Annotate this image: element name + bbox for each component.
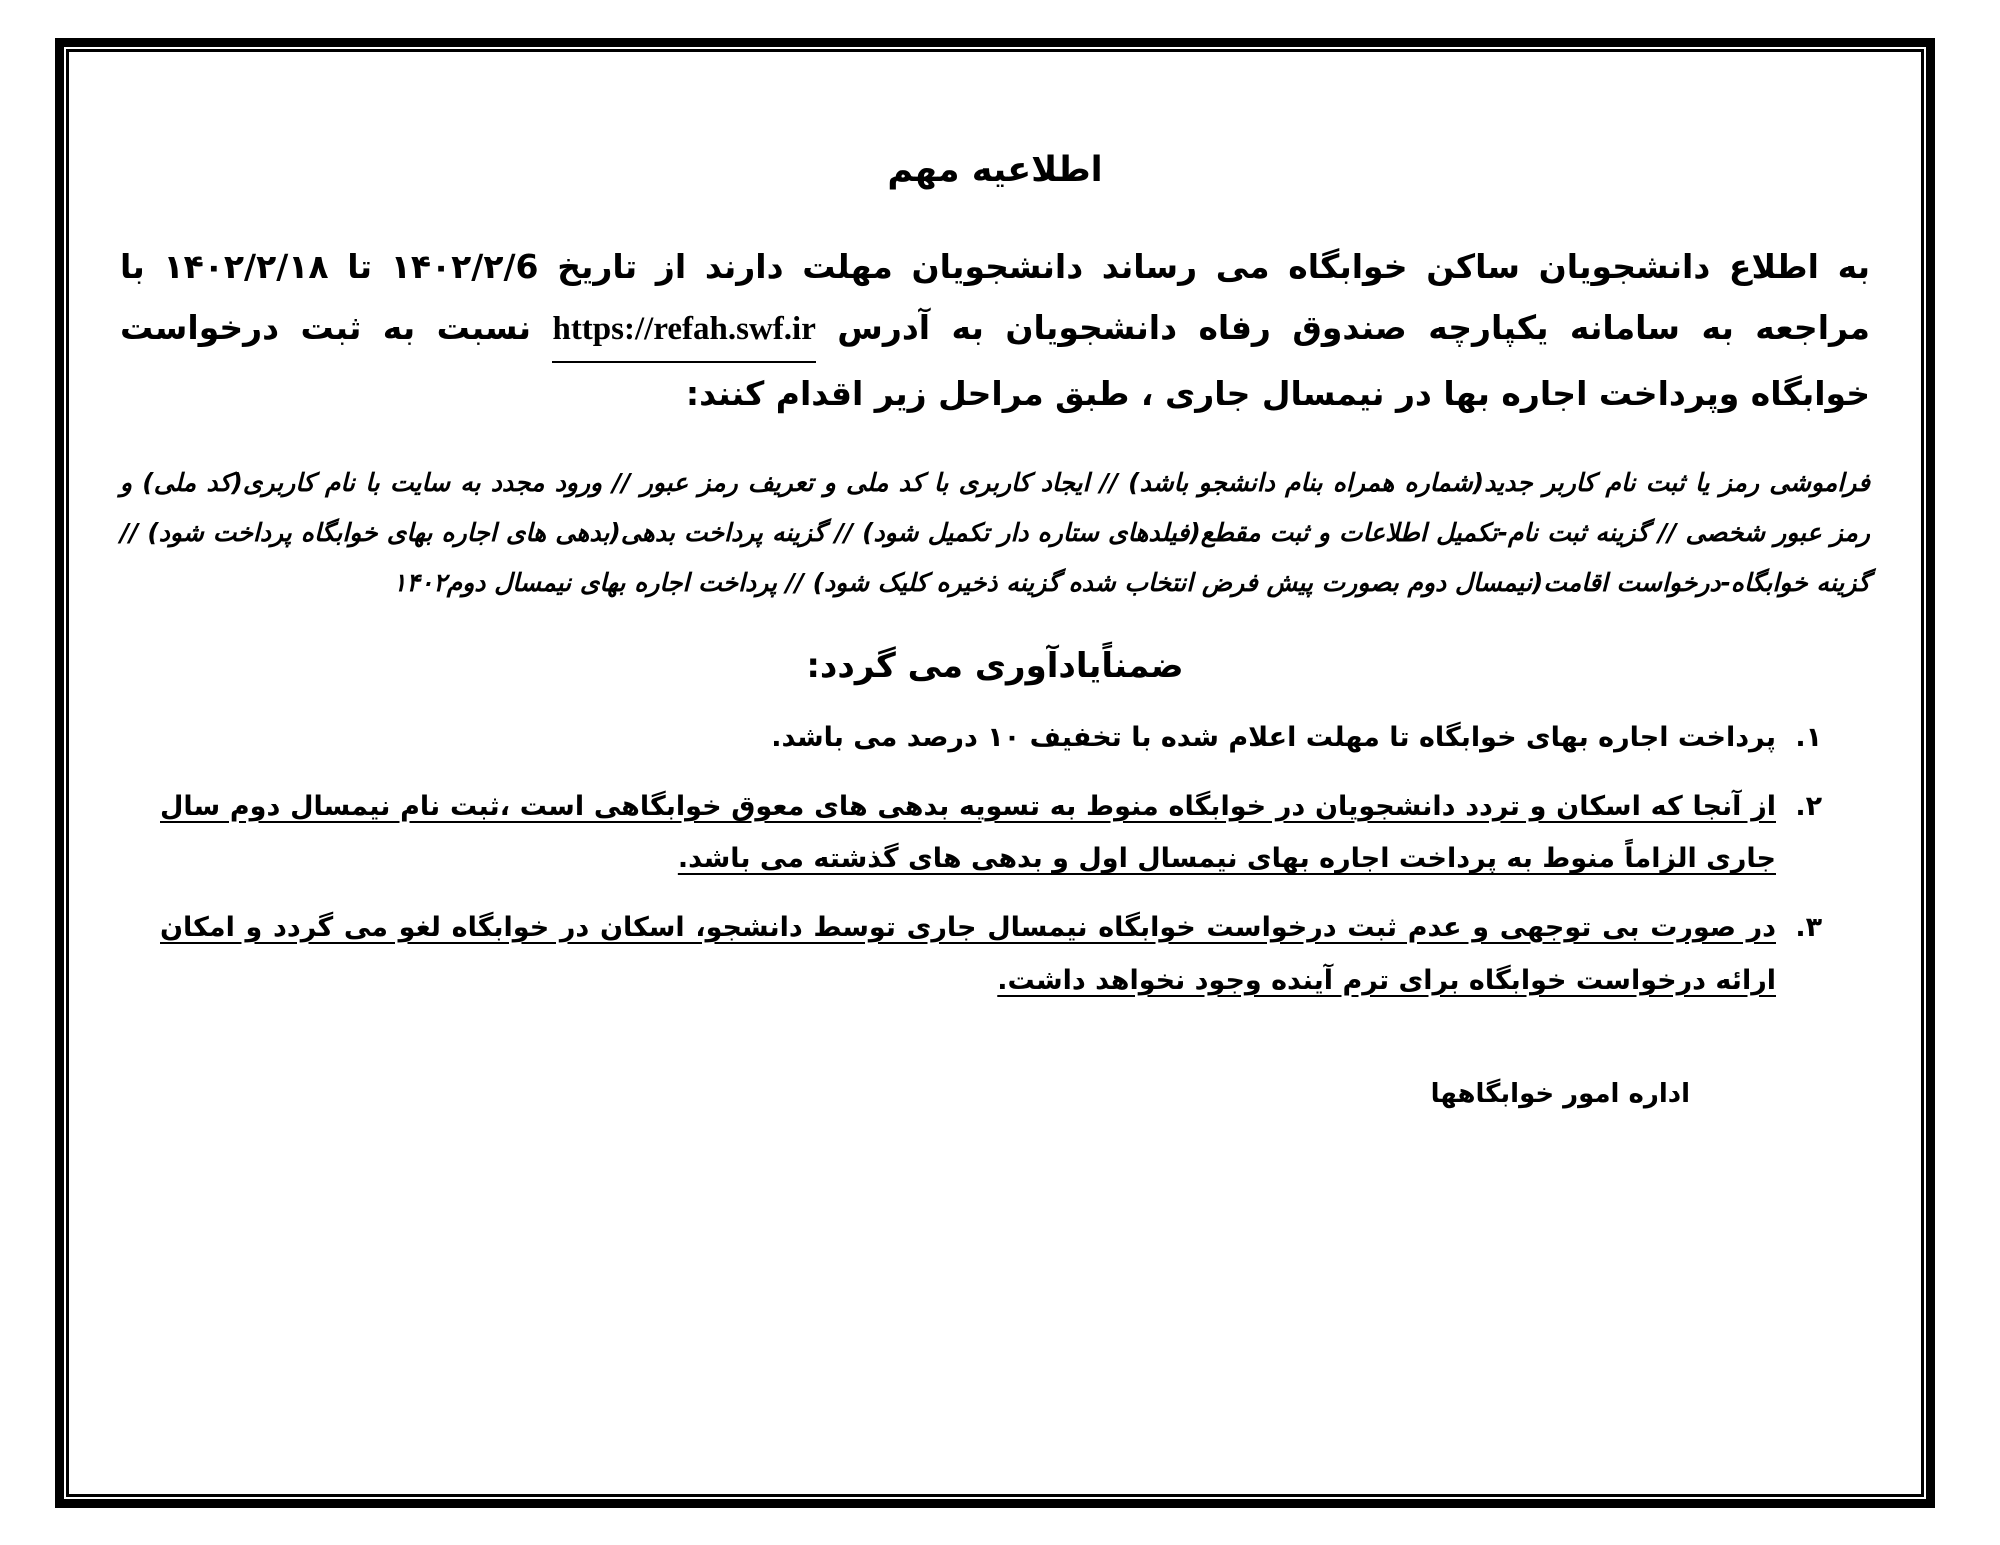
signature-line: اداره امور خوابگاهها — [1430, 1079, 1690, 1110]
list-item — [160, 712, 1786, 765]
reminder-text-1: پرداخت اجاره بهای خوابگاه تا مهلت اعلام شده با تخفیف ۱۰ درصد می باشد. — [771, 722, 1776, 754]
list-item — [160, 902, 1786, 1007]
reminders-heading: ضمناًیادآوری می گردد: — [806, 646, 1184, 687]
reminders-list — [160, 712, 1830, 1007]
intro-text-tail: نسبت به ثبت درخواست خوابگاه وپرداخت اجاره بها در نیمسال جاری ، طبق مراحل زیر اقدام کنند: — [120, 308, 1870, 414]
document-content — [120, 110, 1870, 1450]
list-item — [160, 781, 1786, 886]
intro-text-lead: به اطلاع دانشجویان ساکن خوابگاه می رساند دانشجویان مهلت دارند از تاریخ ۱۴۰۲/۲/6 تا ۱۴۰۲/۲/۱۸ با مراجعه به سامانه یکپارچه صندوق رفاه دانشجویان به آدرس — [120, 247, 1871, 348]
reminder-text-3: در صورت بی توجهی و عدم ثبت درخواست خوابگاه نیمسال جاری توسط دانشجو، اسکان در خوابگاه لغو می گردد و امکان ارائه درخواست خوابگاه برای ترم آینده وجود نخواهد داشت. — [160, 912, 1776, 996]
refah-portal-link[interactable]: https://refah.swf.ir — [552, 299, 815, 363]
reminder-text-2: از آنجا که اسکان و تردد دانشجویان در خوابگاه منوط به تسویه بدهی های معوق خوابگاهی است ،ثبت نام نیمسال دوم سال جاری الزاماً منوط به پرداخت اجاره بهای نیمسال اول و بدهی های گذشته می باشد. — [160, 790, 1776, 875]
steps-paragraph: فراموشی رمز یا ثبت نام کاربر جدید(شماره همراه بنام دانشجو باشد) // ایجاد کاربری با کد ملی و تعریف رمز عبور // ورود مجدد به سایت با نام کاربری(کد ملی) و رمز عبور شخصی // گزینه ثبت نام-تکمیل اطلاعات و ثبت مقطع(فیلدهای ستاره دار تکمیل شود) // گزینه پرداخت بدهی(بدهی های اجاره بهای خوابگاه پرداخت شود) // گزینه خوابگاه-درخواست اقامت(نیمسال دوم بصورت پیش فرض انتخاب شده گزینه ذخیره کلیک شود) // پرداخت اجاره بهای نیمسال دوم۱۴۰۲ — [120, 468, 1870, 598]
intro-paragraph — [120, 236, 1870, 424]
page-title: اطلاعیه مهم — [887, 150, 1103, 190]
